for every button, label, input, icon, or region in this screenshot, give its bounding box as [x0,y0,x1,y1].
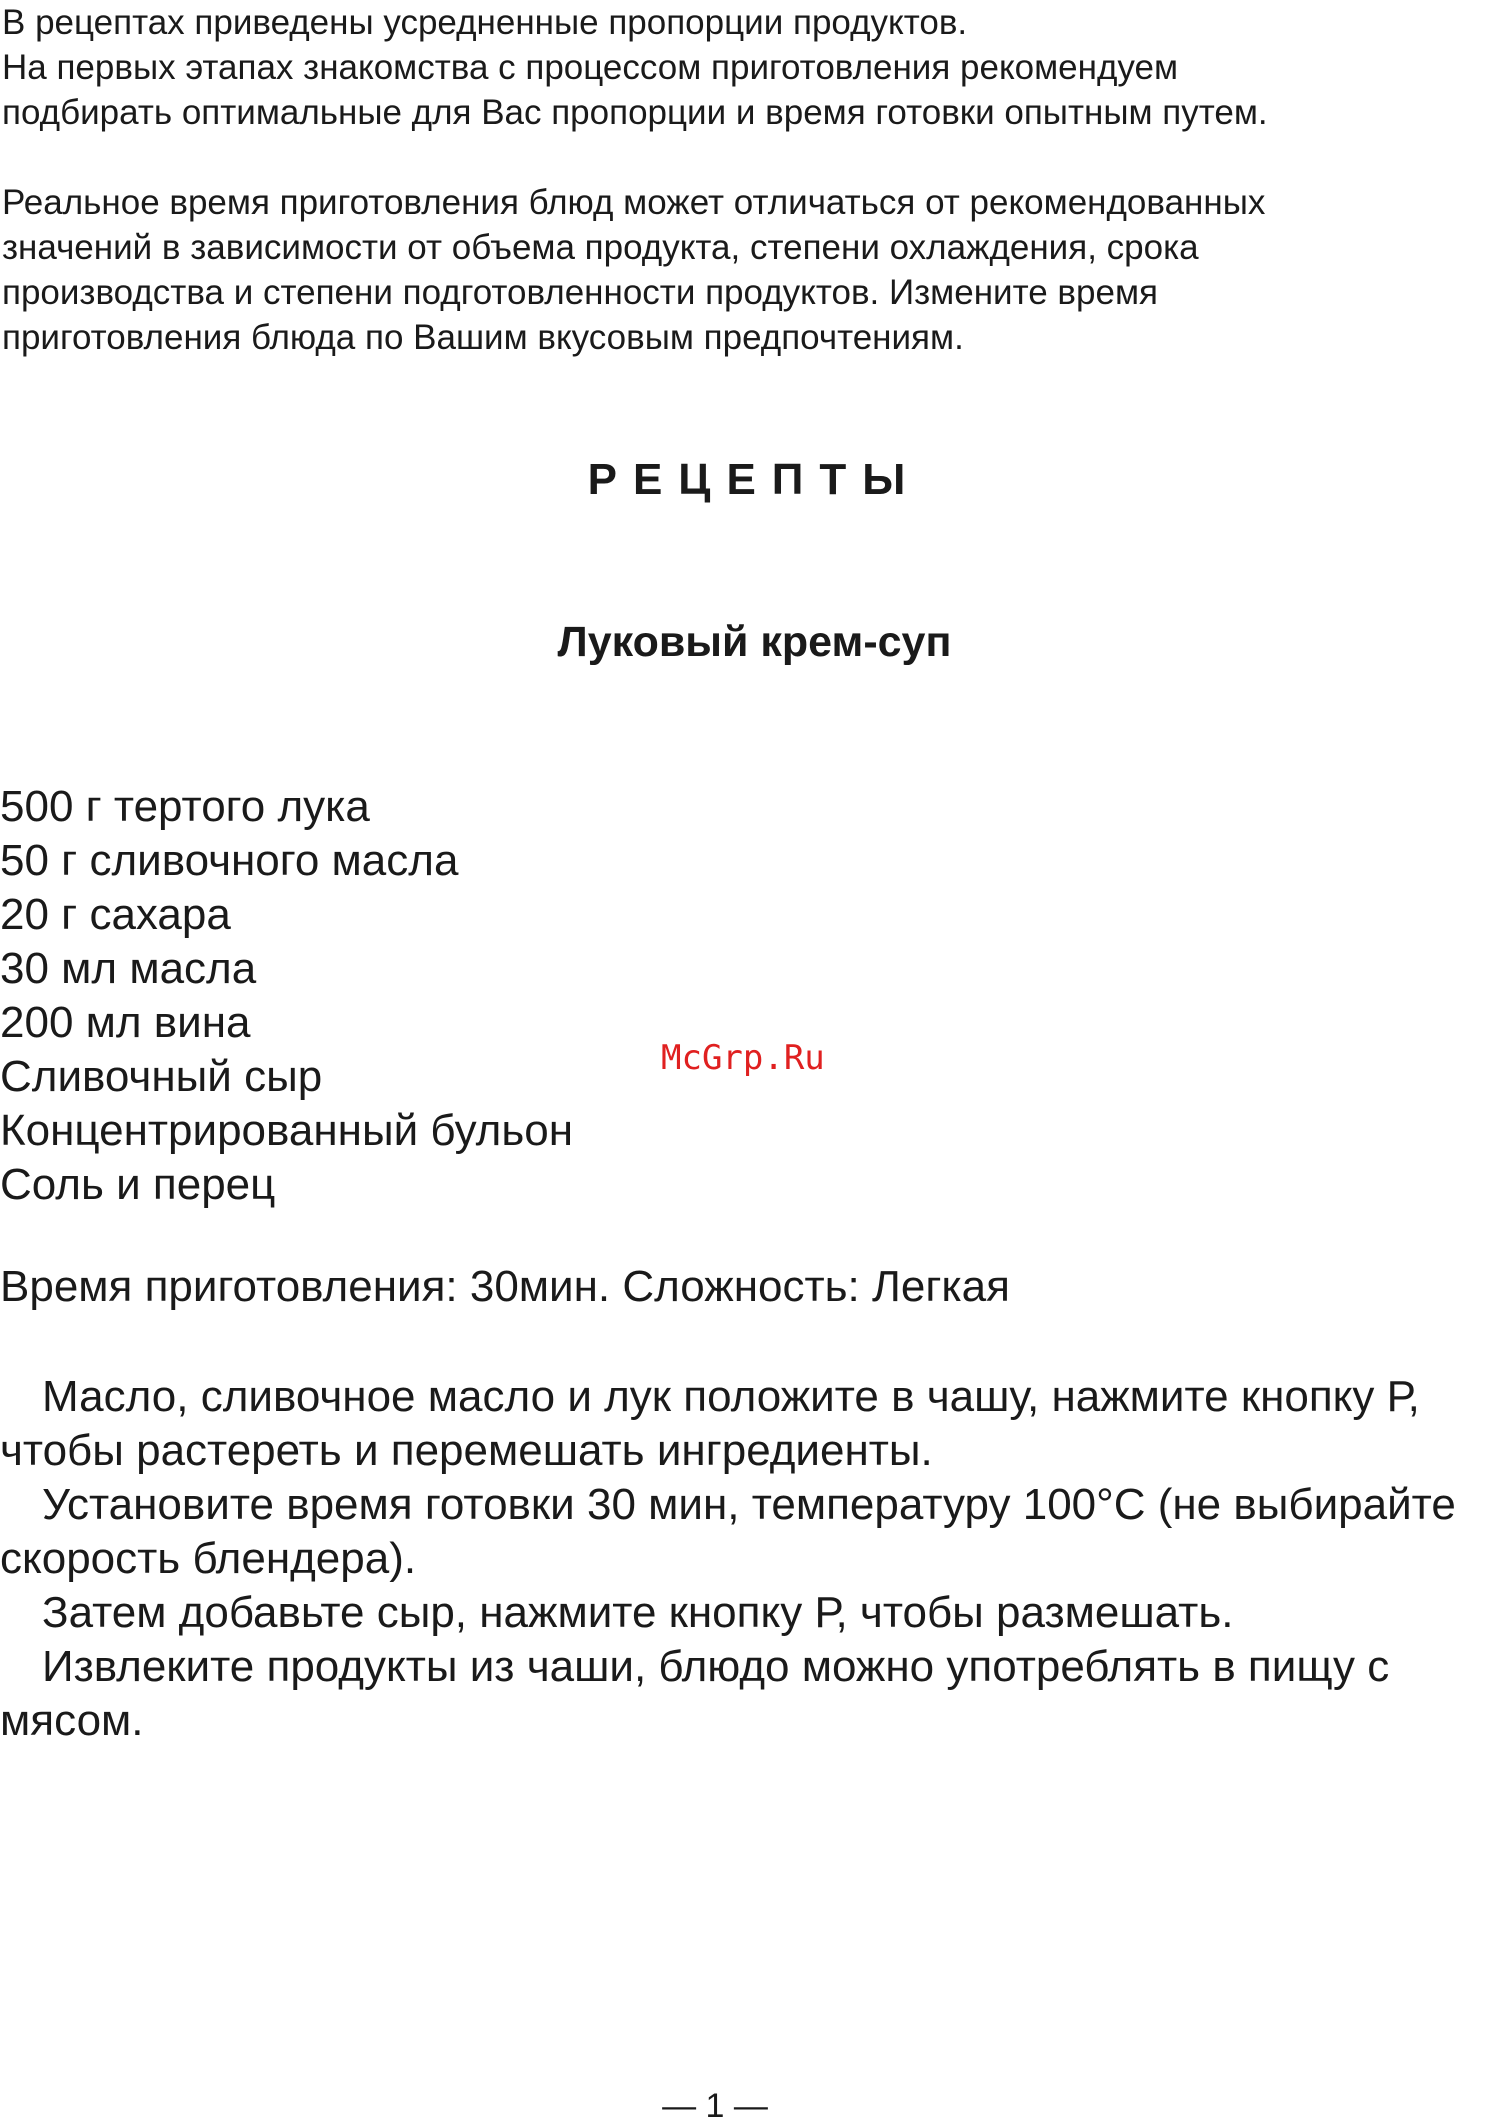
watermark: McGrp.Ru [661,1038,825,1078]
intro-line: Реальное время приготовления блюд может отличаться от рекомендованных [2,183,1266,222]
ingredient-item: Сливочный сыр [0,1052,323,1101]
recipe-step: Масло, сливочное масло и лук положите в чашу, нажмите кнопку Р, чтобы растереть и перемешать ингредиенты. [0,1372,1420,1475]
ingredient-list [0,780,573,1212]
intro-line: приготовления блюда по Вашим вкусовым предпочтениям. [2,318,964,357]
recipe-step: Извлеките продукты из чаши, блюдо можно употреблять в пищу с мясом. [0,1642,1390,1745]
intro-line: В рецептах приведены усредненные пропорции продуктов. [2,3,968,42]
ingredient-item: Соль и перец [0,1160,276,1209]
intro-line: значений в зависимости от объема продукта, степени охлаждения, срока [2,228,1199,267]
recipe-steps [0,1370,1509,1748]
ingredient-item: 30 мл масла [0,944,257,993]
page-number: — 1 — [662,2087,768,2125]
ingredient-item: 500 г тертого лука [0,782,370,831]
recipe-step: Установите время готовки 30 мин, температуру 100°С (не выбирайте скорость блендера). [0,1480,1456,1583]
ingredient-item: 200 мл вина [0,998,251,1047]
intro-line: производства и степени подготовленности продуктов. Измените время [2,273,1158,312]
ingredient-item: 50 г сливочного масла [0,836,459,885]
ingredient-item: 20 г сахара [0,890,231,939]
intro-line: На первых этапах знакомства с процессом приготовления рекомендуем [2,48,1179,87]
section-title: РЕЦЕПТЫ [587,455,922,504]
recipe-meta: Время приготовления: 30мин. Сложность: Легкая [0,1262,1010,1311]
intro-notes [2,0,1492,360]
ingredient-item: Концентрированный бульон [0,1106,574,1155]
intro-line: подбирать оптимальные для Вас пропорции и время готовки опытным путем. [2,93,1268,132]
paragraph-gap [2,135,1492,180]
recipe-step: Затем добавьте сыр, нажмите кнопку Р, чтобы размешать. [42,1588,1234,1637]
recipe-title: Луковый крем-суп [557,618,952,666]
